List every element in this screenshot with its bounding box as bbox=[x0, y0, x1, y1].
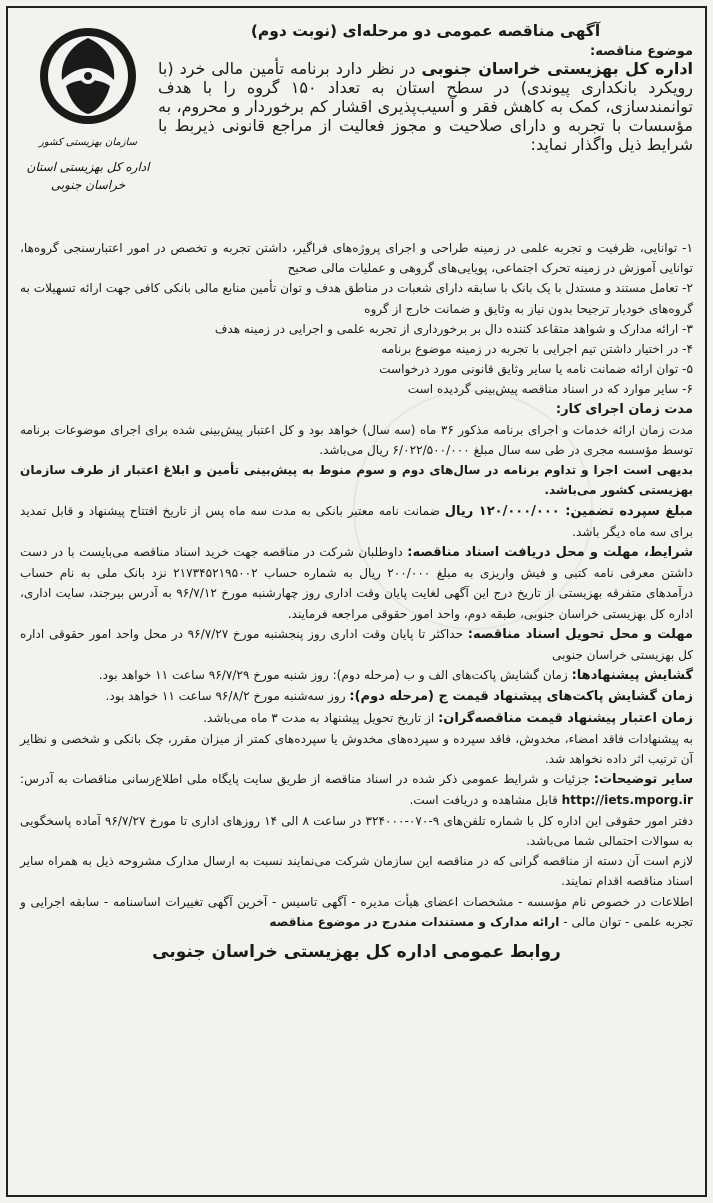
opening-paragraph bbox=[20, 665, 693, 686]
duration-heading: مدت زمان اجرای کار: bbox=[555, 401, 693, 417]
condition-item: ۴- در اختیار داشتن تیم اجرایی با تجربه در زمینه موضوع برنامه bbox=[381, 342, 693, 357]
price-opening-heading: زمان گشایش پاکت‌های پیشنهاد قیمت ج (مرحله دوم): bbox=[349, 689, 693, 705]
other-heading: سایر توضیحات: bbox=[593, 772, 693, 788]
condition-item: ۲- تعامل مستند و مستدل با یک بانک با سابقه دارای شعبات در مناطق هدف و توان تأمین منابع مالی بانکی کافی جهت ارائه تسهیلات به گروه‌های خودیار ترجیحا بدون نیاز به وثایق و ضمانت خارج از گروه bbox=[20, 281, 693, 316]
intro-paragraph bbox=[158, 59, 693, 154]
deposit-paragraph bbox=[20, 501, 693, 542]
price-opening-paragraph bbox=[20, 686, 693, 707]
other-text-1: جزئیات و شرایط عمومی ذکر شده در اسناد مناقصه از طریق سایت پایگاه ملی اطلاع‌رسانی مناقصات به آدرس: bbox=[20, 772, 590, 787]
duration-text: مدت زمان ارائه خدمات و اجرای برنامه مذکور ۳۶ ماه (سه سال) خواهد بود و کل اعتبار پیش‌بینی شده برای اجرای موضوعات برنامه توسط مؤسسه مجری در طی سه سال مبلغ ۶/۰۲۲/۵۰۰/۰۰۰ ریال می‌باشد. bbox=[20, 422, 694, 458]
organization-logo bbox=[18, 24, 158, 234]
receipt-paragraph bbox=[20, 542, 693, 624]
logo-line-1: سازمان بهزیستی کشور bbox=[38, 137, 137, 148]
subject-heading: موضوع مناقصه: bbox=[590, 44, 693, 59]
condition-item: ۶- سایر موارد که در اسناد مناقصه پیش‌بینی گردیده است bbox=[407, 382, 693, 397]
phone-text: دفتر امور حقوقی این اداره کل با شماره تلفن‌های ۹-۰۷۰-۳۲۴۰۰۰ در ساعت ۸ الی ۱۴ روزهای اداری تا مورخ ۹۶/۷/۲۷ آماده پاسخگویی به سوالات احتمالی شما می‌باشد. bbox=[20, 813, 694, 848]
logo-line-2: اداره کل بهزیستی استان خراسان جنوبی bbox=[26, 160, 150, 192]
receipt-heading: شرایط، مهلت و محل دریافت اسناد مناقصه: bbox=[407, 545, 693, 561]
header-text bbox=[158, 18, 693, 154]
info-paragraph bbox=[20, 892, 693, 932]
intro-text: در نظر دارد برنامه تأمین مالی خرد (با رویکرد بانکداری پیوندی) در سطح استان به تعداد ۱۵۰ گروه را با هدف توانمندسازی، کمک به کاهش فقر و آسیب‌پذیری اقشار کم برخوردار و محروم، به مؤسسات با تجربه و دارای صلاحیت و مجوز فعالیت از مراجع قانونی ذیربط با شرایط ذیل واگذار نماید: bbox=[158, 59, 693, 154]
welfare-emblem-icon bbox=[36, 24, 140, 128]
deposit-heading: مبلغ سپرده تضمین: ۱۲۰/۰۰۰/۰۰۰ ریال bbox=[444, 503, 693, 519]
condition-item: ۳- ارائه مدارک و شواهد متقاعد کننده دال بر برخورداری از تجربه علمی و اجرایی در زمینه هدف bbox=[214, 321, 693, 336]
opening-text: زمان گشایش پاکت‌های الف و ب (مرحله دوم): روز شنبه مورخ ۹۶/۷/۲۹ ساعت ۱۱ خواهد بود. bbox=[98, 668, 568, 683]
condition-item: ۵- توان ارائه ضمانت نامه یا سایر وثایق قانونی مورد درخواست bbox=[379, 362, 693, 377]
intro-lead: اداره کل بهزیستی خراسان جنوبی bbox=[421, 59, 694, 78]
price-opening-text: روز سه‌شنبه مورخ ۹۶/۸/۲ ساعت ۱۱ خواهد بود. bbox=[105, 689, 346, 704]
ad-title: آگهی مناقصه عمومی دو مرحله‌ای (نوبت دوم) bbox=[250, 22, 601, 40]
tender-portal-link[interactable]: http://iets.mporg.ir bbox=[561, 793, 693, 808]
invalid-bids-text: به پیشنهادات فاقد امضاء، مخدوش، فاقد سپرده و سپرده‌های مخدوش یا سپرده‌های کمتر از میزان مقرر، چک بانکی و شخصی و نظایر آن ترتیب اثر داده نخواهد شد. bbox=[20, 731, 693, 767]
receipt-text: داوطلبان شرکت در مناقصه جهت خرید اسناد مناقصه می‌بایست با در دست داشتن معرفی نامه کتبی و فیش واریزی به مبلغ ۲۰۰/۰۰۰ ریال به شماره حساب ۲۱۷۳۴۵۲۱۹۵۰۰۲ نزد بانک ملی به نام حساب درآمدهای متفرقه بهزیستی از تاریخ درج این آگهی لغایت پایان وقت اداری روز چهارشنبه مورخ ۹۶/۷/۱۲ به آدرس بیرجند، سایت اداری، اداره کل بهزیستی خراسان جنوبی، طبقه دوم، واحد امور حقوقی مراجعه فرمایند. bbox=[20, 545, 693, 621]
condition-item: ۱- توانایی، ظرفیت و تجربه علمی در زمینه طراحی و اجرای پروژه‌های فراگیر، داشتن تجربه و تخصص در امور اعتبارسنجی گروه‌ها، توانایی آموزش در زمینه تحرک اجتماعی، پویایی‌های گروهی و عملیات مالی صحیح bbox=[20, 241, 693, 276]
opening-heading: گشایش پیشنهادها: bbox=[571, 668, 693, 684]
delivery-text: حداکثر تا پایان وقت اداری روز پنجشنبه مورخ ۹۶/۷/۲۷ در محل واحد امور حقوقی اداره کل بهزیستی خراسان جنوبی bbox=[20, 626, 693, 663]
other-paragraph bbox=[20, 769, 693, 810]
info-text: اطلاعات در خصوص نام مؤسسه - مشخصات اعضای هیأت مدیره - آگهی تاسیس - آخرین آگهی تغییرات اساسنامه - سابقه اجرایی و تجربه علمی - توان مالی - bbox=[20, 894, 693, 929]
public-relations-signature: روابط عمومی اداره کل بهزیستی خراسان جنوبی bbox=[152, 941, 561, 962]
duration-note: بدیهی است اجرا و تداوم برنامه در سال‌های دوم و سوم منوط به پیش‌بینی تأمین و ابلاغ اعتبار از طرف سازمان بهزیستی کشور می‌باشد. bbox=[20, 463, 693, 498]
ad-body bbox=[10, 238, 703, 962]
deposit-text: ضمانت نامه معتبر بانکی به مدت سه ماه پس از تاریخ افتتاح پیشنهاد و قابل تمدید برای سه ماه دیگر باشد. bbox=[20, 503, 693, 539]
info-bold: ارائه مدارک و مستندات مندرج در موضوع مناقصه bbox=[269, 914, 560, 929]
validity-text: از تاریخ تحویل پیشنهاد به مدت ۳ ماه می‌باشد. bbox=[203, 710, 435, 725]
other-text-2: قابل مشاهده و دریافت است. bbox=[409, 793, 558, 808]
delivery-heading: مهلت و محل تحویل اسناد مناقصه: bbox=[467, 626, 693, 642]
note-text: لازم است آن دسته از مناقصه گرانی که در مناقصه این سازمان شرکت می‌نمایند نسبت به ارسال مدارک مشروحه ذیل به همراه سایر اسناد مناقصه اقدام نمایند. bbox=[20, 854, 693, 889]
ad-header bbox=[10, 8, 703, 238]
delivery-paragraph bbox=[20, 624, 693, 665]
validity-paragraph bbox=[20, 708, 693, 729]
validity-heading: زمان اعتبار پیشنهاد قیمت مناقصه‌گران: bbox=[438, 710, 693, 726]
